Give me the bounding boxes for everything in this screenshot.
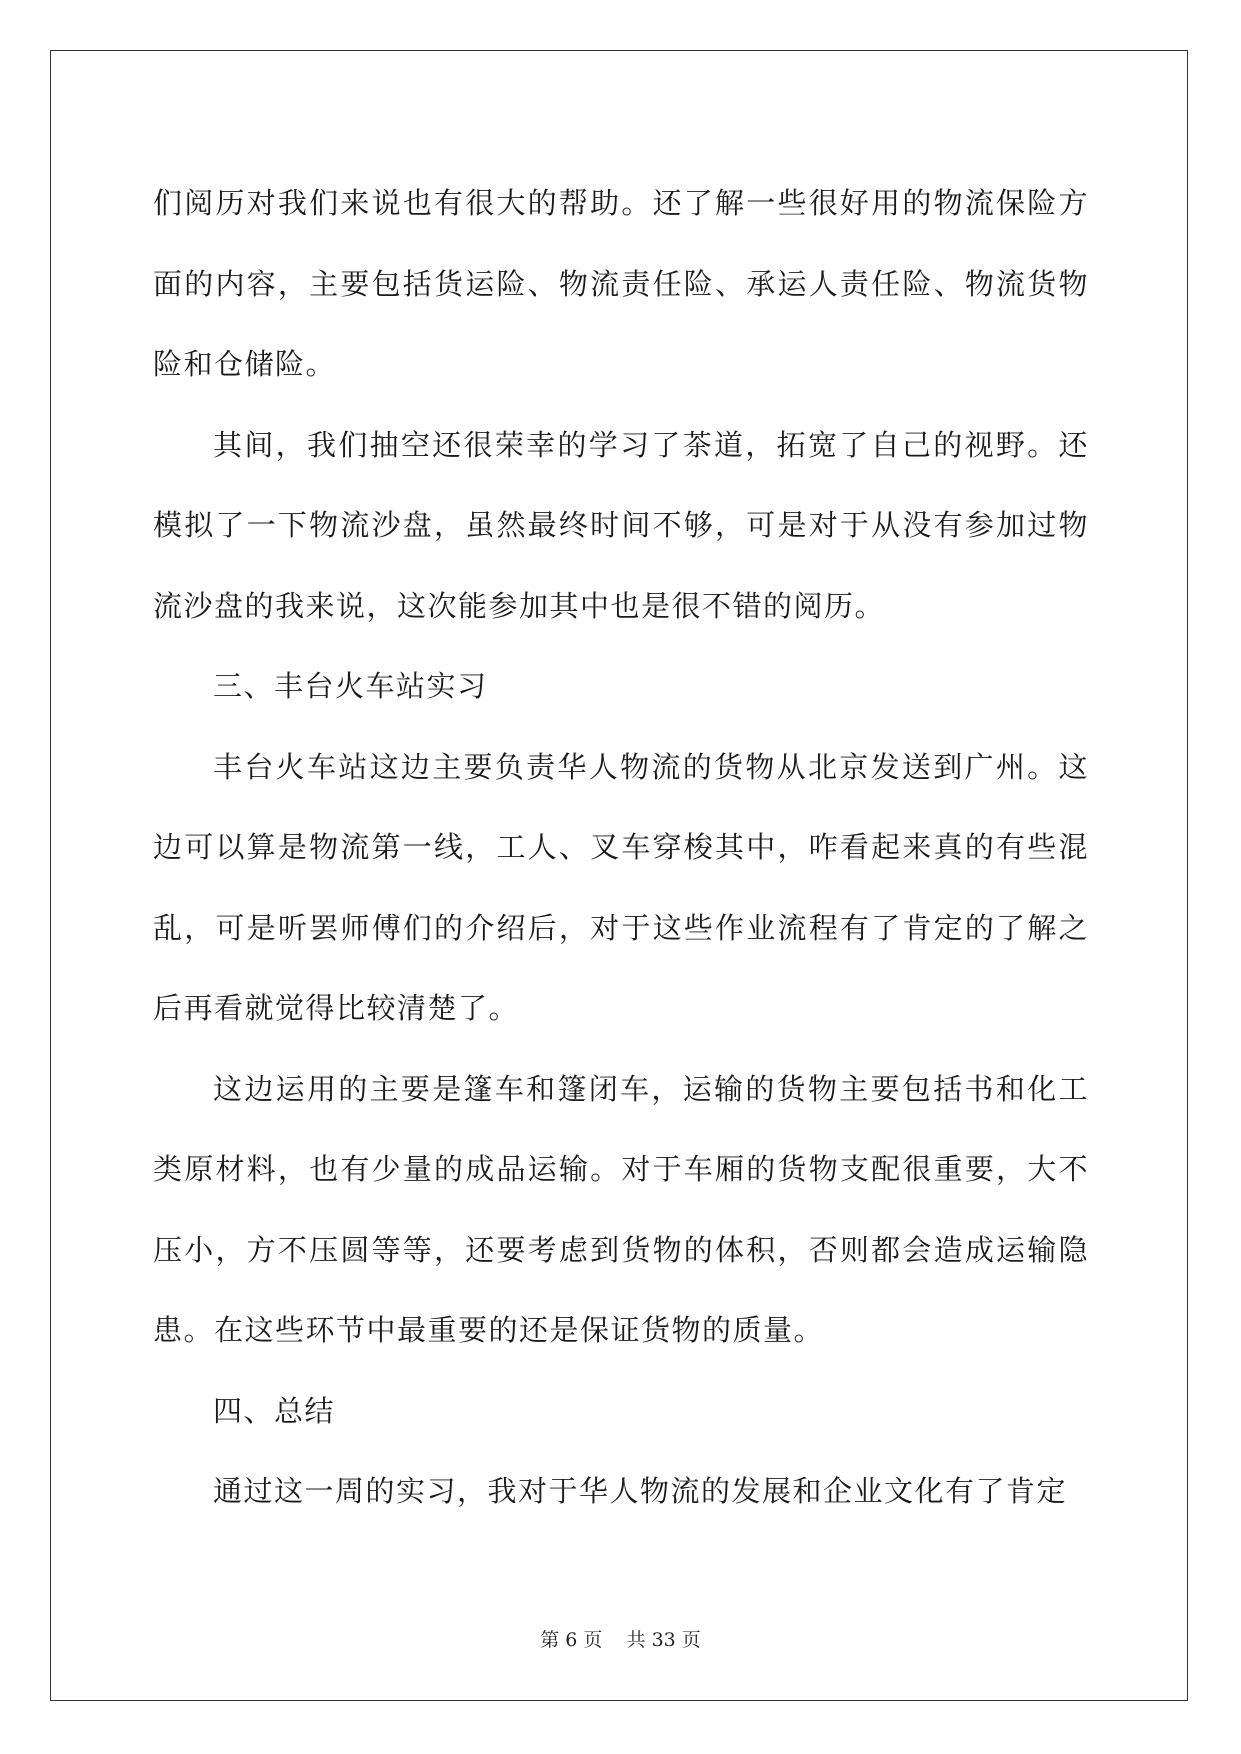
paragraph: 这边运用的主要是篷车和篷闭车，运输的货物主要包括书和化工类原材料，也有少量的成品运输。对于车厢的货物支配很重要，大不压小，方不压圆等等，还要考虑到货物的体积，否则都会造成运输隐患。在这些环节中最重要的还是保证货物的质量。 <box>153 1071 1089 1347</box>
page-footer <box>0 1625 1241 1652</box>
page-number: 第 6 页 共 33 页 <box>540 1629 701 1651</box>
paragraph: 通过这一周的实习，我对于华人物流的发展和企业文化有了肯定 <box>213 1474 1068 1508</box>
section-heading: 三、丰台火车站实习 <box>213 669 488 703</box>
section-heading: 四、总结 <box>213 1393 336 1428</box>
document-body <box>153 163 1089 1532</box>
paragraph: 其间，我们抽空还很荣幸的学习了茶道，拓宽了自己的视野。还模拟了一下物流沙盘，虽然最终时间不够，可是对于从没有参加过物流沙盘的我来说，这次能参加其中也是很不错的阅历。 <box>153 427 1089 623</box>
paragraph: 丰台火车站这边主要负责华人物流的货物从北京发送到广州。这边可以算是物流第一线，工人、叉车穿梭其中，咋看起来真的有些混乱，可是听罢师傅们的介绍后，对于这些作业流程有了肯定的了解之后再看就觉得比较清楚了。 <box>153 749 1089 1025</box>
paragraph: 们阅历对我们来说也有很大的帮助。还了解一些很好用的物流保险方面的内容，主要包括货运险、物流责任险、承运人责任险、物流货物险和仓储险。 <box>153 186 1089 381</box>
